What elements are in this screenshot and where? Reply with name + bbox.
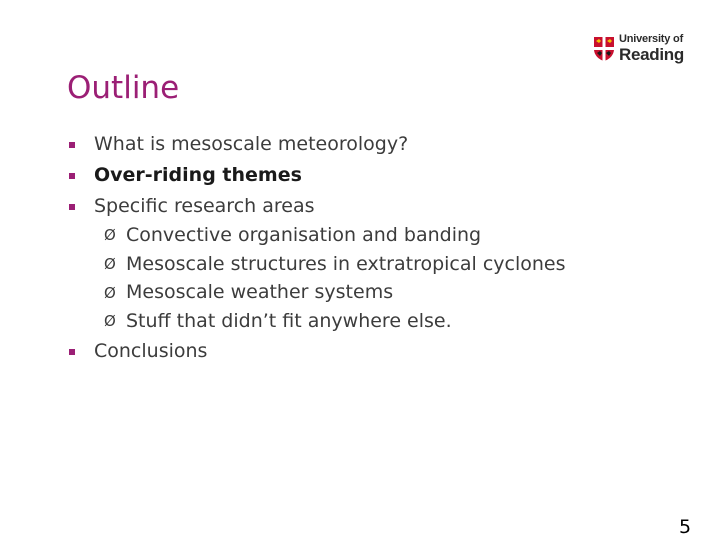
bullet-item: Over-riding themes [94,164,302,186]
bullet-item: Conclusions [94,340,208,362]
logo-wordmark [619,34,684,63]
arrow-bullet-icon: Ø [104,312,116,330]
bullet-item: Specific research areas [94,195,315,217]
arrow-bullet-icon: Ø [104,226,116,244]
sub-bullet-item: Mesoscale weather systems [126,281,394,303]
page-number: 5 [679,516,692,538]
logo-line2: Reading [619,45,684,64]
bullet-marker [69,173,75,179]
university-logo [593,34,693,66]
bullet-marker [69,204,75,210]
slide-title: Outline [67,70,180,106]
arrow-bullet-icon: Ø [104,255,116,273]
arrow-bullet-icon: Ø [104,284,116,302]
sub-bullet-item: Mesoscale structures in extratropical cyclones [126,253,566,275]
bullet-marker [69,349,75,355]
crest-icon [593,36,615,62]
logo-line1: University of [619,33,684,45]
sub-bullet-item: Convective organisation and banding [126,224,482,246]
bullet-marker [69,142,75,148]
bullet-item: What is mesoscale meteorology? [94,133,409,155]
sub-bullet-item: Stuff that didn’t fit anywhere else. [126,310,452,332]
